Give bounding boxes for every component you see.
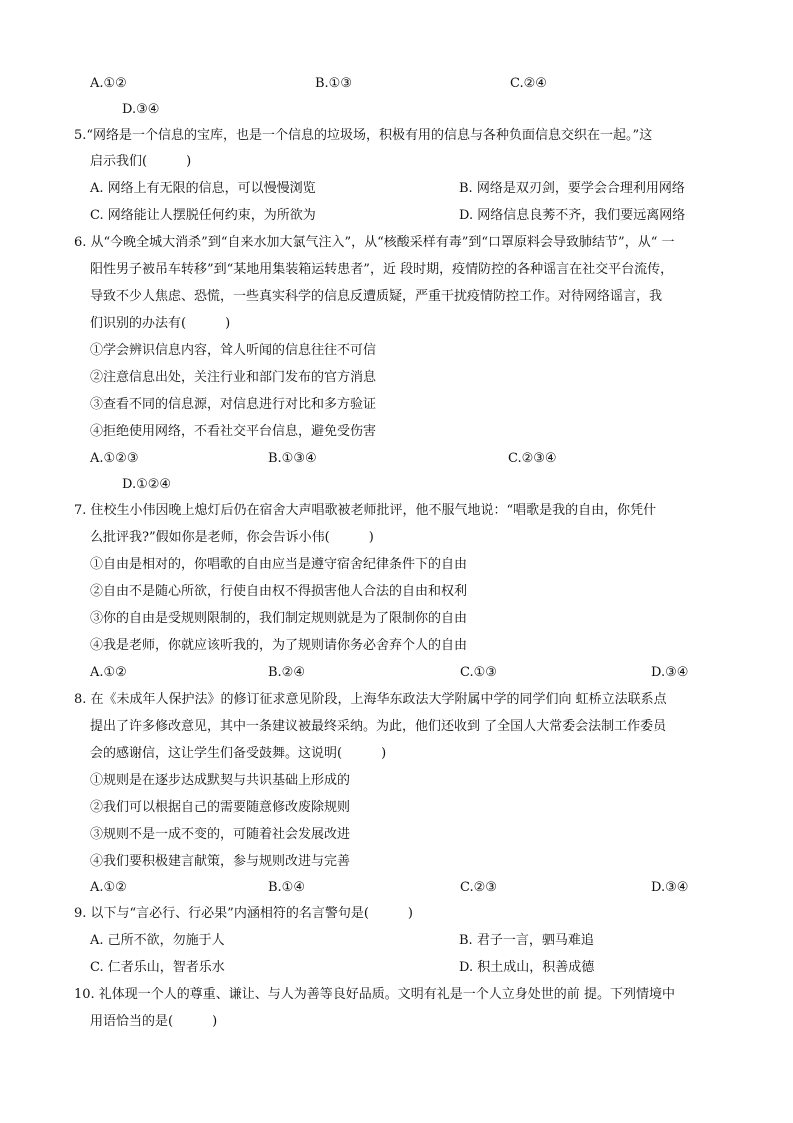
q9-option-b: B. 君子一言，驷马难追 xyxy=(459,933,594,948)
q5-option-b: B. 网络是双刃剑，要学会合理利用网络 xyxy=(459,181,685,196)
q4-option-c: C.②④ xyxy=(510,76,547,91)
q9-stem: 9. 以下与“言必行、行必果”内涵相符的名言警句是( ) xyxy=(74,906,413,921)
q7-statement-3: ③你的自由是受规则限制的，我们制定规则就是为了限制你的自由 xyxy=(90,611,468,626)
q7-stem-line-1: 7. 住校生小伟因晚上熄灯后仍在宿舍大声唱歌被老师批评，他不服气地说：“唱歌是我的自由，你凭什 xyxy=(74,503,657,518)
q6-stem-line-1: 6. 从“今晚全城大消杀”到“自来水加大氯气注入”，从“核酸采样有毒”到“口罩原料会导致肺结节”，从“ 一 xyxy=(74,235,675,250)
q6-stem-line-4: 们识别的办法有( ) xyxy=(90,316,231,331)
q5-stem-line-2: 启示我们( ) xyxy=(90,154,192,169)
q7-stem-line-2: 么批评我?”假如你是老师，你会告诉小伟( ) xyxy=(90,530,374,545)
q4-option-b: B.①③ xyxy=(315,76,352,91)
q6-statement-2: ②注意信息出处，关注行业和部门发布的官方消息 xyxy=(90,370,377,385)
q6-stem-line-2: 阳性男子被吊车转移”到“某地用集装箱运转患者”，近 段时期，疫情防控的各种谣言在社交平台流传， xyxy=(90,262,674,277)
q6-option-c: C.②③④ xyxy=(508,451,557,466)
q9-option-c: C. 仁者乐山，智者乐水 xyxy=(90,960,225,975)
q6-statement-1: ①学会辨识信息内容，耸人听闻的信息往往不可信 xyxy=(90,343,377,358)
q6-option-b: B.①③④ xyxy=(268,451,317,466)
q8-stem-line-2: 提出了许多修改意见，其中一条建议被最终采纳。为此，他们还收到 了全国人大常委会法制工作委员 xyxy=(90,719,667,734)
q8-statement-3: ③规则不是一成不变的，可随着社会发展改进 xyxy=(90,827,351,842)
q4-option-a: A.①② xyxy=(90,76,127,91)
q8-option-b: B.①④ xyxy=(268,880,305,895)
q6-statement-3: ③查看不同的信息源，对信息进行对比和多方验证 xyxy=(90,397,377,412)
q8-stem-line-3: 会的感谢信，这让学生们备受鼓舞。这说明( ) xyxy=(90,746,387,761)
q7-statement-1: ①自由是相对的，你唱歌的自由应当是遵守宿舍纪律条件下的自由 xyxy=(90,557,468,572)
q7-statement-2: ②自由不是随心所欲，行使自由权不得损害他人合法的自由和权利 xyxy=(90,584,468,599)
q9-option-d: D. 积土成山，积善成德 xyxy=(459,960,595,975)
q8-option-a: A.①② xyxy=(90,880,127,895)
q8-statement-4: ④我们要积极建言献策，参与规则改进与完善 xyxy=(90,854,351,869)
q8-statement-1: ①规则是在逐步达成默契与共识基础上形成的 xyxy=(90,773,351,788)
q10-stem-line-1: 10. 礼体现一个人的尊重、谦让、与人为善等良好品质。文明有礼是一个人立身处世的前 提。下列情境中 xyxy=(74,987,675,1002)
q6-option-d: D.①②④ xyxy=(122,477,172,492)
q8-option-d: D.③④ xyxy=(651,880,689,895)
q8-statement-2: ②我们可以根据自己的需要随意修改废除规则 xyxy=(90,800,351,815)
q7-statement-4: ④我是老师，你就应该听我的，为了规则请你务必舍弃个人的自由 xyxy=(90,638,468,653)
q6-statement-4: ④拒绝使用网络，不看社交平台信息，避免受伤害 xyxy=(90,424,377,439)
q8-option-c: C.②③ xyxy=(460,880,497,895)
q7-option-c: C.①③ xyxy=(460,665,497,680)
q7-option-b: B.②④ xyxy=(268,665,305,680)
q6-option-a: A.①②③ xyxy=(90,451,139,466)
q9-option-a: A. 己所不欲，勿施于人 xyxy=(90,933,225,948)
q10-stem-line-2: 用语恰当的是( ) xyxy=(90,1014,218,1029)
q8-stem-line-1: 8. 在《未成年人保护法》的修订征求意见阶段，上海华东政法大学附属中学的同学们向 虹桥立法联系点 xyxy=(74,692,667,707)
q5-stem-line-1: 5.“网络是一个信息的宝库，也是一个信息的垃圾场，积极有用的信息与各种负面信息交织在一起。”这 xyxy=(74,128,653,143)
q7-option-d: D.③④ xyxy=(651,665,689,680)
q5-option-c: C. 网络能让人摆脱任何约束，为所欲为 xyxy=(90,208,316,223)
q7-option-a: A.①② xyxy=(90,665,127,680)
q4-option-d: D.③④ xyxy=(122,102,160,117)
q5-option-a: A. 网络上有无限的信息，可以慢慢浏览 xyxy=(90,181,316,196)
q5-option-d: D. 网络信息良莠不齐，我们要远离网络 xyxy=(459,208,686,223)
q6-stem-line-3: 导致不少人焦虑、恐慌，一些真实科学的信息反遭质疑，严重干扰疫情防控工作。对待网络谣言，我 xyxy=(90,289,663,304)
